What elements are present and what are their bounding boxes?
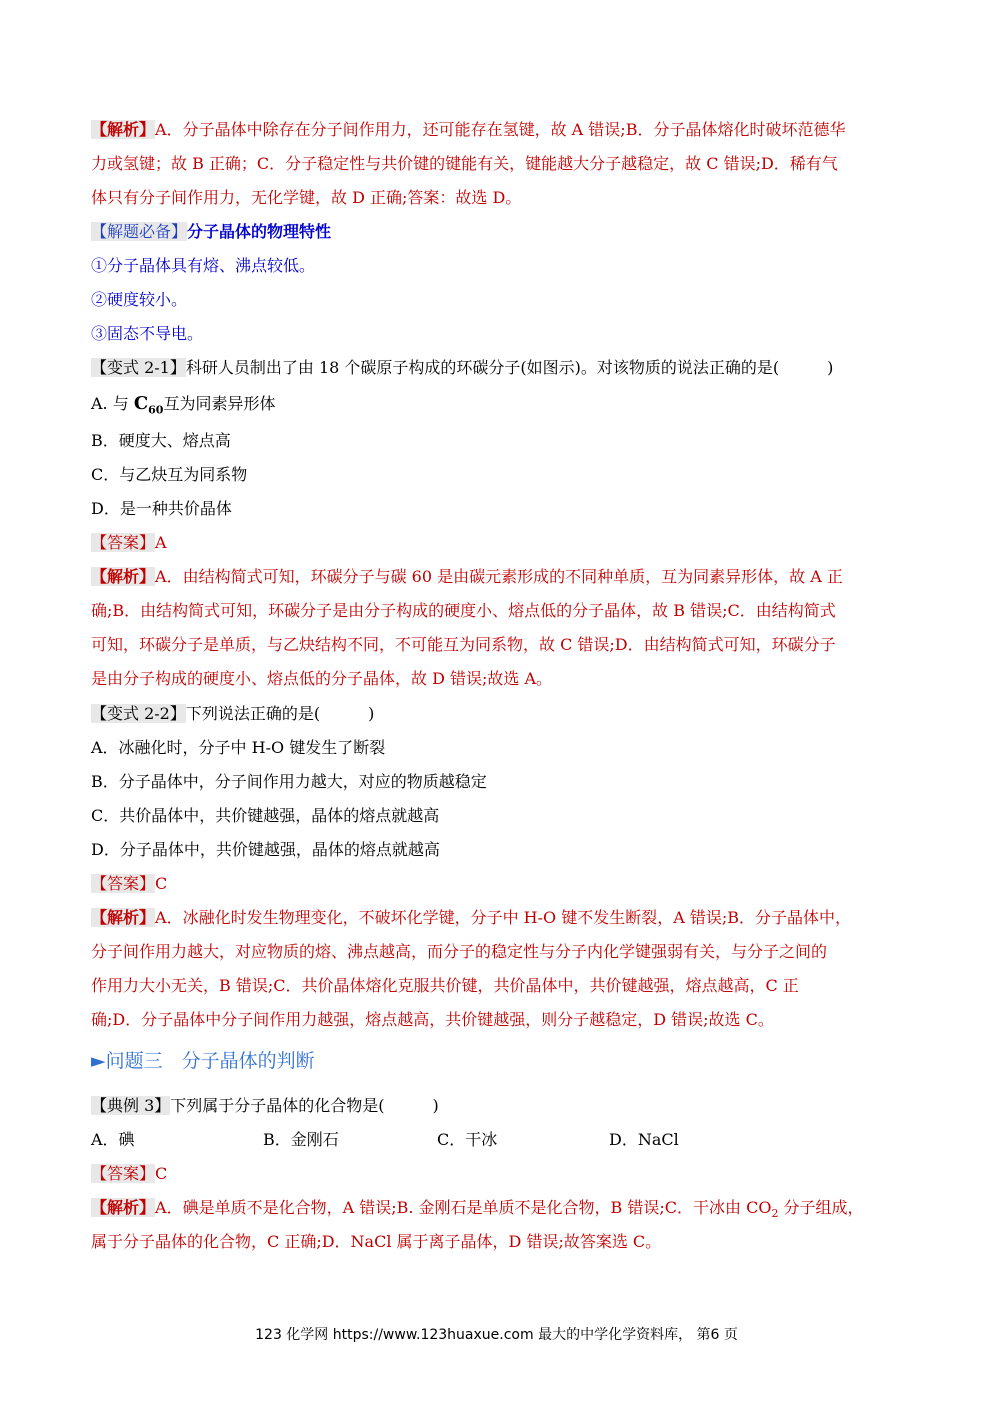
option-b: B．金刚石 — [263, 1130, 339, 1149]
analysis-line-1 — [91, 120, 923, 140]
option-a-prefix: A. 与 — [91, 394, 129, 413]
option-a — [91, 394, 923, 421]
analysis-line-2: 力或氢键；故 B 正确；C．分子稳定性与共价键的键能有关，键能越大分子越稳定，故 C 错误;D．稀有气 — [91, 154, 838, 173]
analysis-tag: 【解析】 — [91, 120, 156, 139]
analysis-v22-line-2: 分子间作用力越大，对应物质的熔、沸点越高，而分子的稳定性与分子内化学键强弱有关，与分子之间的 — [91, 942, 828, 961]
question-v21 — [91, 358, 923, 378]
answer-value: C — [155, 1164, 168, 1183]
answer-v21 — [91, 533, 923, 553]
option-c: C．干冰 — [437, 1130, 498, 1149]
analysis-v21-line-4: 是由分子构成的硬度小、熔点低的分子晶体，故 D 错误;故选 A。 — [91, 669, 553, 688]
analysis-v21-line-2: 确;B．由结构简式可知，环碳分子是由分子构成的硬度小、熔点低的分子晶体，故 B 错误;C．由结构简式 — [91, 601, 836, 620]
question-tag: 【典例 3】 — [91, 1096, 171, 1115]
answer-v22 — [91, 874, 923, 894]
analysis-v22-line-4: 确;D．分子晶体中分子间作用力越强，熔点越高，共价键越强，则分子越稳定，D 错误;故选 C。 — [91, 1010, 774, 1029]
analysis-text: A．由结构简式可知，环碳分子与碳 60 是由碳元素形成的不同种单质，互为同素异形体，故 A 正 — [155, 567, 843, 586]
question-text: 下列说法正确的是( ) — [185, 704, 375, 723]
answer-value: A — [155, 533, 167, 552]
question-text: 下列属于分子晶体的化合物是( ) — [170, 1096, 439, 1115]
answer-value: C — [155, 874, 168, 893]
option-d: D．是一种共价晶体 — [91, 499, 232, 518]
tips-tag: 【解题必备】 — [91, 222, 188, 241]
analysis-v21-line-3: 可知，环碳分子是单质，与乙炔结构不同，不可能互为同系物，故 C 错误;D．由结构简式可知，环碳分子 — [91, 635, 836, 654]
question-v22 — [91, 704, 923, 724]
page-footer: 123 化学网 https://www.123huaxue.com 最大的中学化学资料库， 第6 页 — [255, 1327, 738, 1343]
analysis-ex3-line-1 — [91, 1198, 923, 1224]
option-a-suffix: 互为同素异形体 — [163, 394, 276, 413]
formula-c60 — [133, 393, 164, 417]
triangle-icon: ► — [91, 1050, 106, 1072]
option-a: A．冰融化时，分子中 H-O 键发生了断裂 — [91, 738, 386, 757]
analysis-v21-line-1 — [91, 567, 923, 587]
option-c: C．共价晶体中，共价键越强，晶体的熔点就越高 — [91, 806, 440, 825]
analysis-text-cont: 分子组成， — [778, 1198, 864, 1217]
analysis-v22-line-1 — [91, 908, 923, 928]
question-text: 科研人员制出了由 18 个碳原子构成的环碳分子(如图示)。对该物质的说法正确的是( ) — [185, 358, 834, 377]
option-b: B．硬度大、熔点高 — [91, 431, 231, 450]
tips-item: ①分子晶体具有熔、沸点较低。 — [91, 256, 316, 275]
section-title: 问题三 分子晶体的判断 — [105, 1050, 315, 1072]
subscript: 2 — [771, 1207, 779, 1221]
answer-tag: 【答案】 — [91, 533, 156, 552]
analysis-line-3: 体只有分子间作用力，无化学键，故 D 正确;答案：故选 D。 — [91, 188, 522, 207]
analysis-text: A．碘是单质不是化合物，A 错误;B. 金刚石是单质不是化合物，B 错误;C．干冰由 CO — [155, 1198, 772, 1217]
tips-item: ③固态不导电。 — [91, 324, 204, 343]
analysis-tag: 【解析】 — [91, 908, 156, 927]
question-ex3 — [91, 1096, 923, 1116]
question-tag: 【变式 2-1】 — [91, 358, 186, 377]
tips-item: ②硬度较小。 — [91, 290, 188, 309]
analysis-text: A．分子晶体中除存在分子间作用力，还可能存在氢键，故 A 错误;B．分子晶体熔化时破坏范德华 — [155, 120, 846, 139]
formula-subscript: 60 — [148, 403, 164, 417]
analysis-tag: 【解析】 — [91, 1198, 156, 1217]
analysis-text: A．冰融化时发生物理变化，不破坏化学键，分子中 H-O 键不发生断裂，A 错误;B．分子晶体中， — [155, 908, 852, 927]
option-a: A．碘 — [91, 1130, 135, 1149]
tips-title: 分子晶体的物理特性 — [187, 222, 332, 241]
option-b: B．分子晶体中，分子间作用力越大，对应的物质越稳定 — [91, 772, 487, 791]
option-d: D．分子晶体中，共价键越强，晶体的熔点就越高 — [91, 840, 440, 859]
analysis-tag: 【解析】 — [91, 567, 156, 586]
analysis-v22-line-3: 作用力大小无关，B 错误;C．共价晶体熔化克服共价键，共价晶体中，共价键越强，熔点越高，C 正 — [91, 976, 799, 995]
formula-c: C — [133, 393, 149, 414]
answer-tag: 【答案】 — [91, 1164, 156, 1183]
analysis-ex3-line-2: 属于分子晶体的化合物，C 正确;D．NaCl 属于离子晶体，D 错误;故答案选 C。 — [91, 1232, 662, 1251]
answer-tag: 【答案】 — [91, 874, 156, 893]
option-c: C．与乙炔互为同系物 — [91, 465, 248, 484]
option-d: D．NaCl — [609, 1130, 679, 1149]
tips-heading — [91, 222, 923, 242]
section-heading — [91, 1049, 315, 1073]
question-tag: 【变式 2-2】 — [91, 704, 186, 723]
answer-ex3 — [91, 1164, 923, 1184]
